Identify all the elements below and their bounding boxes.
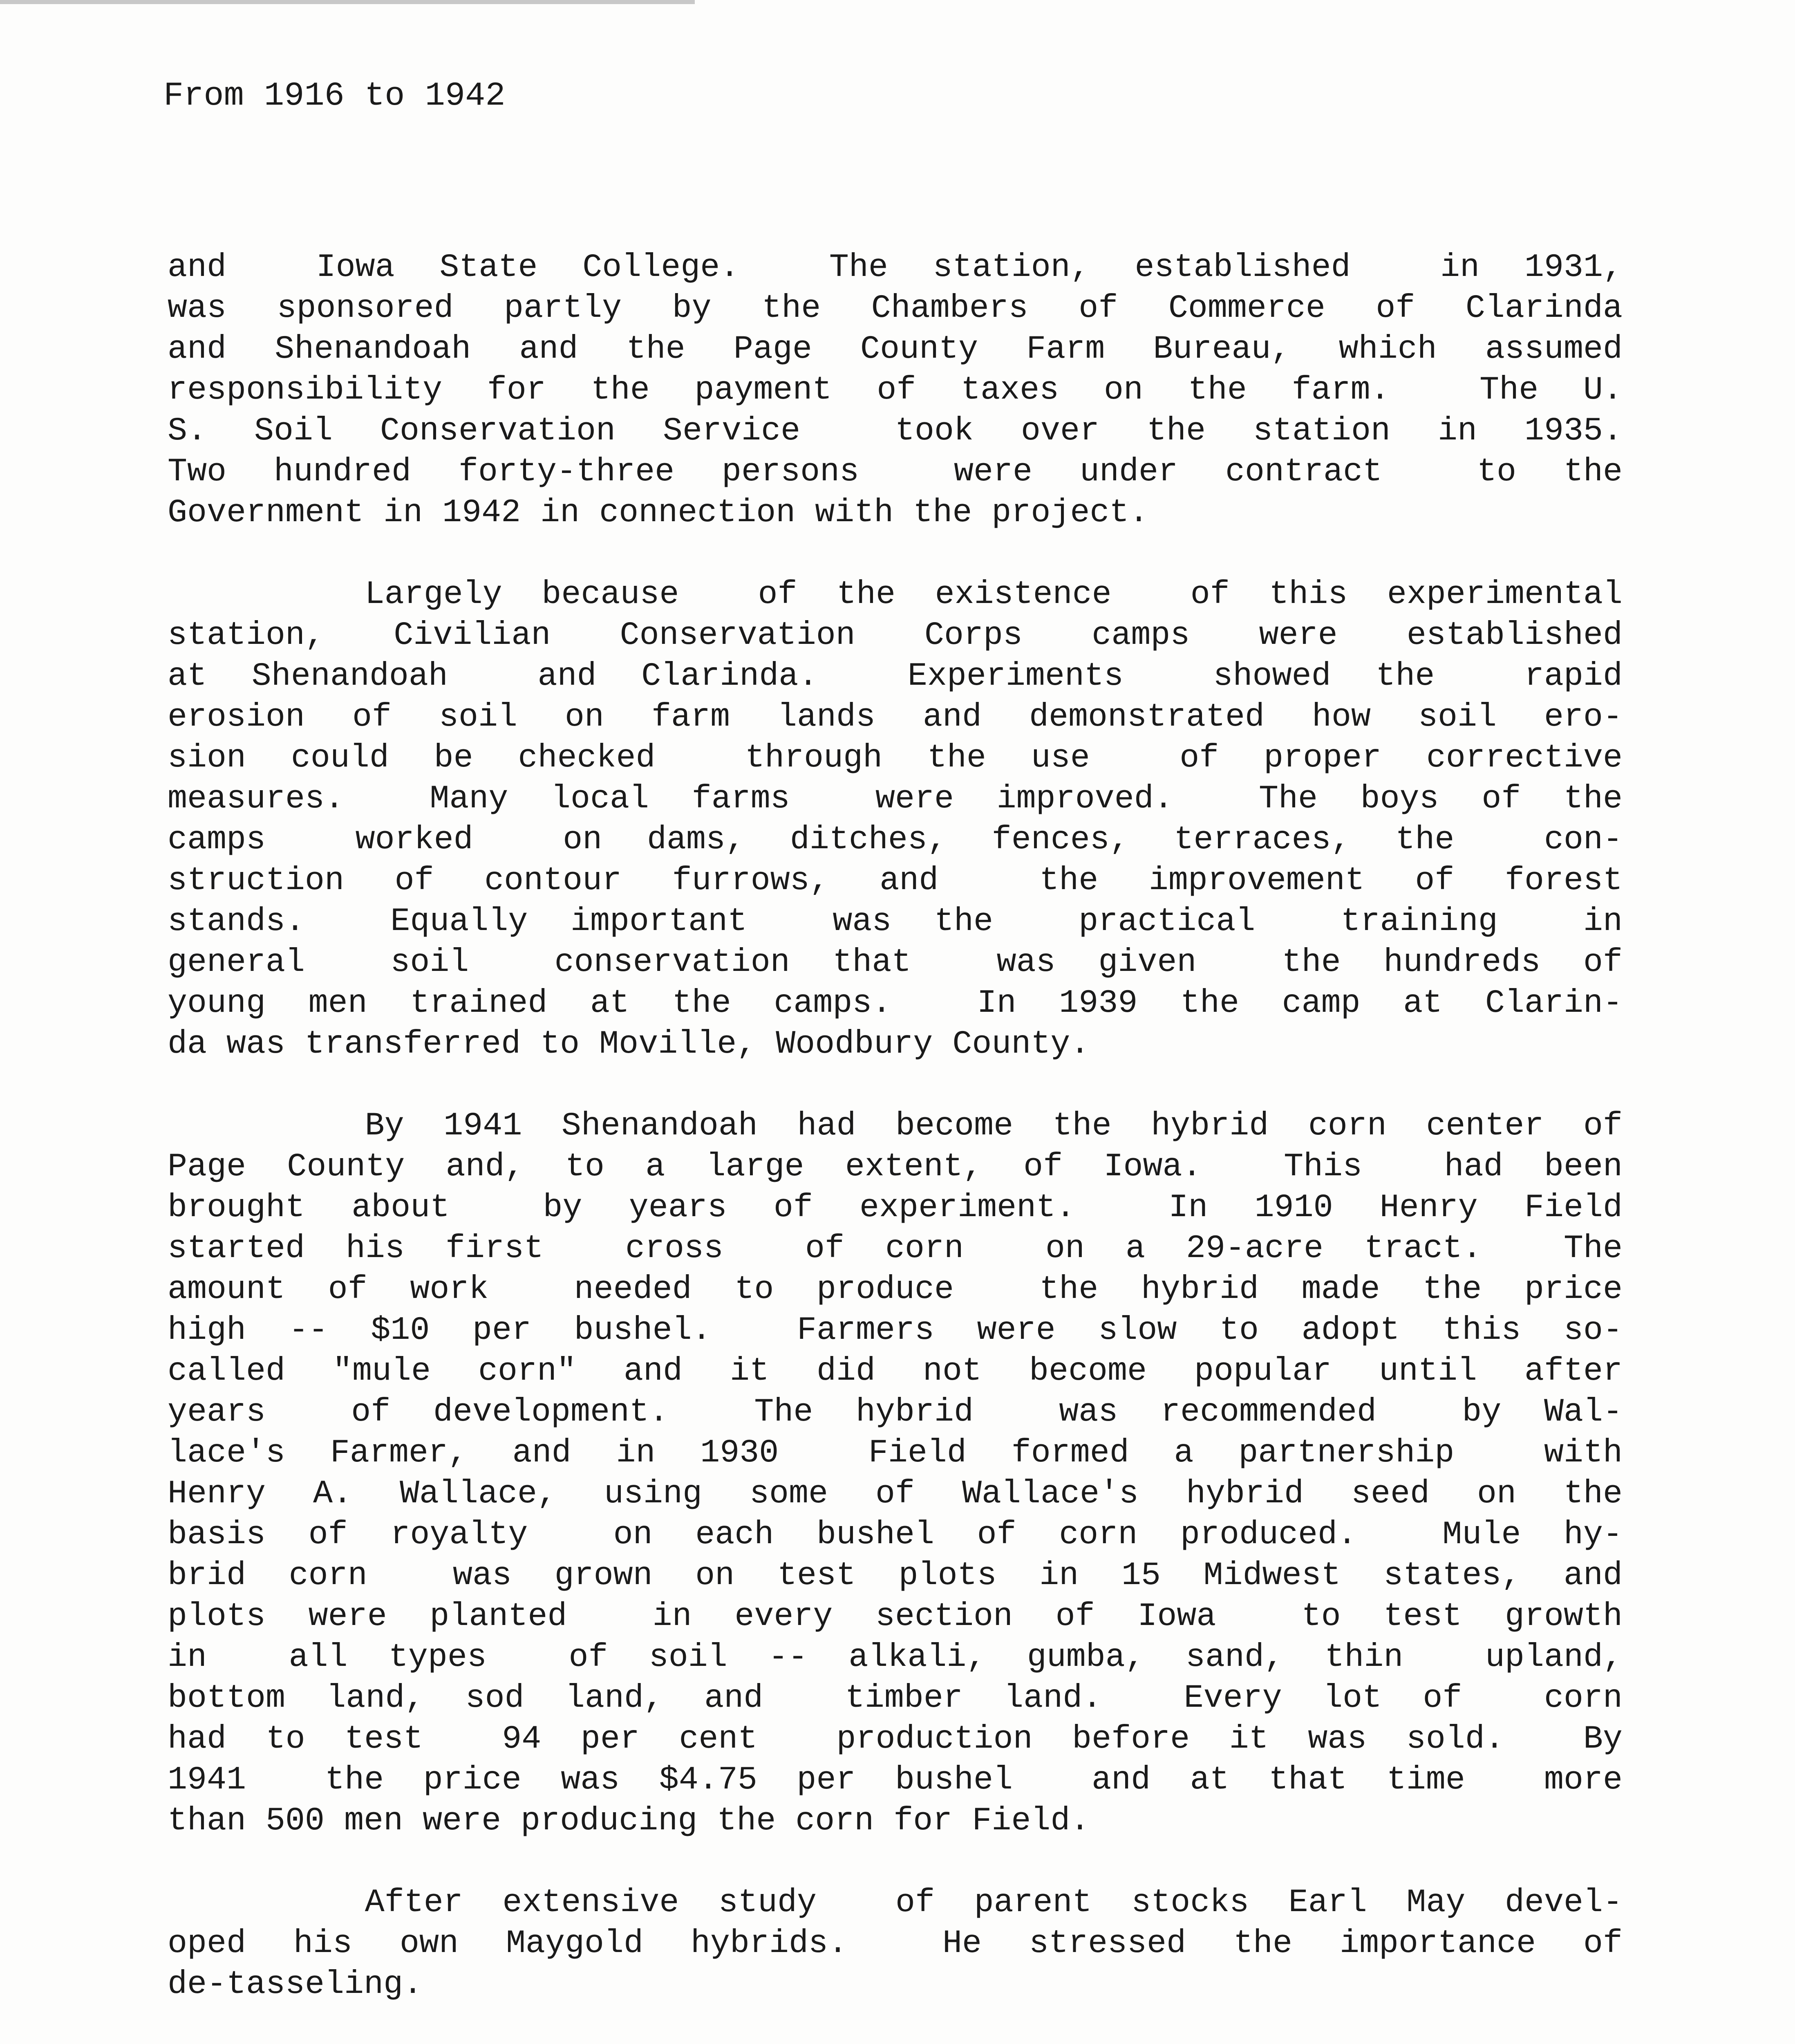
text-line: erosion of soil on farm lands and demonstrated how soil ero-	[168, 699, 1623, 736]
text-line: Two hundred forty-three persons were under contract to the	[168, 453, 1623, 491]
text-line: basis of royalty on each bushel of corn produced. Mule hy-	[168, 1516, 1623, 1553]
text-line: struction of contour furrows, and the improvement of forest	[168, 862, 1623, 899]
text-line: Page County and, to a large extent, of Iowa. This had been	[168, 1148, 1623, 1186]
top-edge-rule	[0, 0, 695, 4]
paragraph-1	[168, 247, 1623, 533]
text-line: Henry A. Wallace, using some of Wallace's hybrid seed on the	[168, 1475, 1623, 1513]
text-line: brid corn was grown on test plots in 15 Midwest states, and	[168, 1557, 1623, 1594]
text-line: and Iowa State College. The station, established in 1931,	[168, 249, 1623, 286]
paragraph-2	[168, 574, 1623, 1065]
text-line: After extensive study of parent stocks Earl May devel-	[168, 1884, 1623, 1921]
text-line: general soil conservation that was given the hundreds of	[168, 944, 1623, 981]
text-line: brought about by years of experiment. In 1910 Henry Field	[168, 1189, 1623, 1226]
text-line: station, Civilian Conservation Corps camps were established	[168, 617, 1623, 654]
text-line: sion could be checked through the use of proper corrective	[168, 740, 1623, 777]
text-line: By 1941 Shenandoah had become the hybrid corn center of	[168, 1107, 1623, 1145]
text-line: had to test 94 per cent production before it was sold. By	[168, 1721, 1623, 1758]
paragraph-4	[168, 1883, 1623, 2005]
text-line: at Shenandoah and Clarinda. Experiments showed the rapid	[168, 658, 1623, 695]
text-line: high -- $10 per bushel. Farmers were slow to adopt this so-	[168, 1312, 1623, 1349]
text-line: Largely because of the existence of this experimental	[168, 576, 1623, 613]
text-line: 1941 the price was $4.75 per bushel and at that time more	[168, 1762, 1623, 1799]
text-line: was sponsored partly by the Chambers of Commerce of Clarinda	[168, 290, 1623, 327]
text-line: amount of work needed to produce the hybrid made the price	[168, 1271, 1623, 1308]
text-line: lace's Farmer, and in 1930 Field formed a partnership with	[168, 1434, 1623, 1472]
text-line: de-tasseling.	[168, 1966, 423, 2003]
body-text	[168, 247, 1623, 2044]
text-line: in all types of soil -- alkali, gumba, sand, thin upland,	[168, 1639, 1623, 1676]
text-line: responsibility for the payment of taxes on the farm. The U.	[168, 372, 1623, 409]
text-line: plots were planted in every section of Iowa to test growth	[168, 1598, 1623, 1635]
text-line: called "mule corn" and it did not become popular until after	[168, 1353, 1623, 1390]
text-line: started his first cross of corn on a 29-acre tract. The	[168, 1230, 1623, 1267]
text-line: years of development. The hybrid was recommended by Wal-	[168, 1394, 1623, 1431]
text-line: oped his own Maygold hybrids. He stressed the importance of	[168, 1925, 1623, 1962]
text-line: measures. Many local farms were improved. The boys of the	[168, 780, 1623, 818]
text-line: stands. Equally important was the practical training in	[168, 903, 1623, 940]
text-line: Government in 1942 in connection with the project.	[168, 494, 1149, 531]
text-line: and Shenandoah and the Page County Farm Bureau, which assumed	[168, 331, 1623, 368]
text-line: young men trained at the camps. In 1939 the camp at Clarin-	[168, 985, 1623, 1022]
paragraph-3	[168, 1106, 1623, 1842]
text-line: than 500 men were producing the corn for Field.	[168, 1802, 1090, 1840]
text-line: bottom land, sod land, and timber land. Every lot of corn	[168, 1680, 1623, 1717]
text-line: camps worked on dams, ditches, fences, terraces, the con-	[168, 821, 1623, 858]
text-line: S. Soil Conservation Service took over the station in 1935.	[168, 412, 1623, 450]
text-line: da was transferred to Moville, Woodbury County.	[168, 1026, 1090, 1063]
running-head: From 1916 to 1942	[163, 77, 506, 115]
